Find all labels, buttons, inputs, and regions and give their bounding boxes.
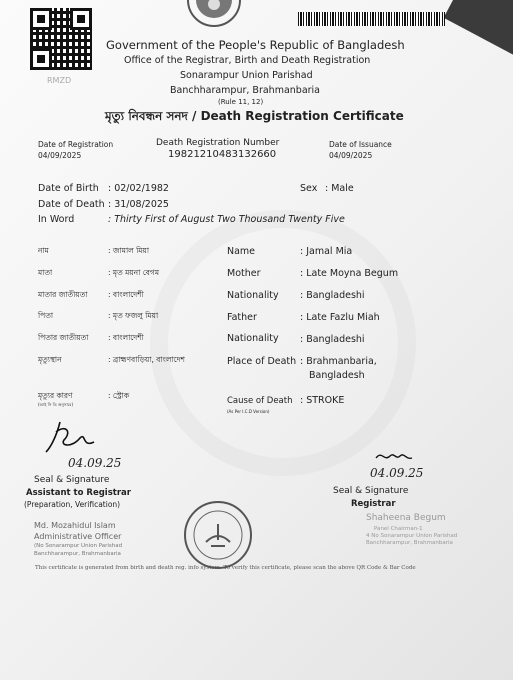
sex-value: : Male: [325, 183, 354, 194]
watermark: [150, 210, 416, 476]
cause-en-sub: (As Per I.C.D Version): [227, 409, 270, 414]
issuance-date-value: 04/09/2025: [329, 151, 373, 160]
assistant-stamp-name: Md. Mozahidul Islam: [34, 521, 116, 530]
field-en-label: Mother: [227, 268, 261, 279]
govt-line: Government of the People's Republic of Bangladesh: [106, 38, 405, 52]
field-bn-value: : মৃত ময়না বেগম: [108, 268, 160, 277]
registrar-stamp-role: Panel Chairman-1: [374, 526, 423, 532]
cause-bn-value: : স্ট্রোক: [108, 391, 130, 400]
sex-label: Sex: [300, 183, 318, 194]
background-corner: [444, 0, 513, 55]
registrar-role: Registrar: [351, 499, 396, 509]
in-word-label: In Word: [38, 214, 75, 225]
office-line: Office of the Registrar, Birth and Death Registration: [124, 55, 371, 66]
assistant-stamp-place: Banchharampur, Brahmanbaria: [34, 551, 121, 557]
assistant-seal-label: Seal & Signature: [34, 475, 110, 485]
field-bn-value: : মৃত ফজলু মিয়া: [108, 311, 159, 320]
qr-code: [30, 8, 92, 70]
field-en-label: Nationality: [227, 290, 279, 301]
field-en-label: Nationality: [227, 333, 279, 344]
cause-bn-label: মৃত্যুর কারণ: [38, 391, 73, 400]
registration-number-value: 19821210483132660: [168, 149, 277, 160]
registrar-stamp-name: Shaheena Begum: [366, 513, 446, 523]
field-en-value-continued: Bangladesh: [309, 370, 365, 381]
field-bn-value: : বাংলাদেশী: [108, 333, 144, 342]
assistant-signature-date: 04.09.25: [68, 456, 122, 470]
assistant-role-sub: (Preparation, Verification): [24, 500, 121, 509]
registrar-stamp-place: Banchharampur, Brahmanbaria: [366, 540, 453, 546]
field-bn-label: পিতা: [38, 311, 54, 320]
footer-note: This certificate is generated from birth and death reg. info system. To verify this certificate, please scan the above QR Code & Bar Code: [35, 565, 416, 571]
rule-line: (Rule 11, 12): [218, 98, 264, 106]
birth-date-value: : 02/02/1982: [108, 183, 169, 194]
in-word-value: : Thirty First of August Two Thousand Twenty Five: [108, 214, 345, 225]
field-en-value: : Brahmanbaria,: [300, 356, 377, 367]
field-bn-value: : ব্রাহ্মণবাড়িয়া, বাংলাদেশ: [108, 355, 185, 364]
field-en-value: : Bangladeshi: [300, 334, 365, 345]
barcode: [298, 12, 445, 26]
field-en-label: Father: [227, 312, 257, 323]
death-date-label: Date of Death: [38, 199, 105, 210]
field-bn-label: নাম: [38, 246, 49, 255]
government-emblem: [186, 0, 242, 28]
assistant-stamp-union: (No Sonarampur Union Parishad: [34, 543, 123, 549]
field-bn-value: : জামাল মিয়া: [108, 246, 150, 255]
registrar-signature-date: 04.09.25: [370, 466, 424, 480]
field-bn-value: : বাংলাদেশী: [108, 290, 144, 299]
cause-en-label: Cause of Death: [227, 396, 293, 406]
field-bn-label: মৃত্যুস্থান: [38, 355, 62, 364]
cause-en-value: : STROKE: [300, 395, 345, 406]
death-date-value: : 31/08/2025: [108, 199, 169, 210]
field-bn-label: মাতার জাতীয়তা: [38, 290, 88, 299]
field-bn-label: পিতার জাতীয়তা: [38, 333, 89, 342]
certificate-title: মৃত্যু নিবন্ধন সনদ / Death Registration Certificate: [105, 109, 404, 123]
field-en-label: Place of Death: [227, 356, 297, 367]
field-bn-label: মাতা: [38, 268, 53, 277]
official-round-seal: [183, 500, 253, 570]
registration-date-value: 04/09/2025: [38, 151, 82, 160]
upazila-line: Banchharampur, Brahmanbaria: [170, 85, 321, 96]
registration-date-label: Date of Registration: [38, 140, 114, 149]
field-en-value: : Late Moyna Begum: [300, 268, 399, 279]
registrar-stamp-union: 4 No Sonarampur Union Parishad: [366, 533, 458, 539]
cause-bn-sub: (আই সি ডি অনুসারে): [38, 402, 74, 407]
registrar-seal-label: Seal & Signature: [333, 486, 409, 496]
issuance-date-label: Date of Issuance: [329, 140, 392, 149]
registration-number-label: Death Registration Number: [156, 138, 280, 148]
field-en-value: : Jamal Mia: [300, 246, 353, 257]
union-line: Sonarampur Union Parishad: [180, 70, 313, 81]
assistant-signature: [42, 418, 102, 456]
assistant-role: Assistant to Registrar: [26, 488, 131, 498]
assistant-stamp-role: Administrative Officer: [34, 532, 122, 541]
birth-date-label: Date of Birth: [38, 183, 99, 194]
qr-caption: RMZD: [47, 76, 72, 85]
field-en-value: : Bangladeshi: [300, 290, 365, 301]
field-en-value: : Late Fazlu Miah: [300, 312, 380, 323]
field-en-label: Name: [227, 246, 256, 257]
registrar-signature: [374, 448, 414, 466]
